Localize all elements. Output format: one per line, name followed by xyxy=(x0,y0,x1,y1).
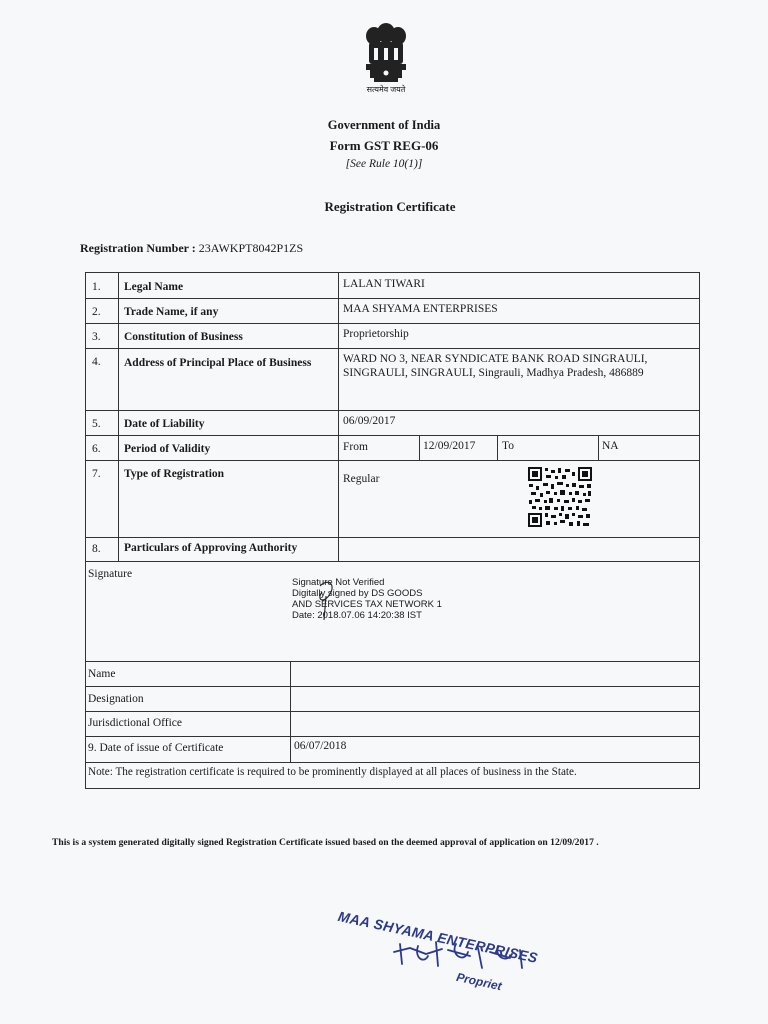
validity-to-label: To xyxy=(502,440,514,452)
trade-name-value: MAA SHYAMA ENTERPRISES xyxy=(343,303,498,315)
designation-label: Designation xyxy=(88,693,144,705)
row-number: 1. xyxy=(92,281,101,293)
liability-date-label: Date of Liability xyxy=(124,418,205,430)
business-stamp xyxy=(330,904,560,1014)
stamp-proprietor-title: Propriet xyxy=(455,970,504,994)
signature-signer-cont: AND SERVICES TAX NETWORK 1 xyxy=(292,599,442,610)
system-generated-footer: This is a system generated digitally signed Registration Certificate issued based on the deemed approval of application on 12/09/2017 . xyxy=(52,837,599,848)
government-heading: Government of India xyxy=(327,118,441,132)
signature-status: Signature Not Verified xyxy=(292,577,385,588)
row-number: 5. xyxy=(92,418,101,430)
liability-date-value: 06/09/2017 xyxy=(343,415,396,427)
registration-number-label: Registration Number : xyxy=(80,241,199,255)
registration-number xyxy=(80,241,303,256)
registration-number-value: 23AWKPT8042P1ZS xyxy=(198,241,304,255)
row-number: 8. xyxy=(92,543,101,555)
validity-label: Period of Validity xyxy=(124,443,211,455)
address-label: Address of Principal Place of Business xyxy=(124,357,312,369)
row-number: 3. xyxy=(92,331,101,343)
emblem-motto: सत्यमेव जयते xyxy=(366,85,406,94)
constitution-value: Proprietorship xyxy=(343,328,409,340)
signature-signer: Digitally signed by DS GOODS xyxy=(292,588,423,599)
constitution-label: Constitution of Business xyxy=(124,331,243,343)
form-heading: Form GST REG-06 xyxy=(329,138,439,153)
validity-from-value: 12/09/2017 xyxy=(423,440,476,452)
validity-to-value: NA xyxy=(602,440,619,452)
approving-authority-label: Particulars of Approving Authority xyxy=(124,542,298,554)
issue-date-value: 06/07/2018 xyxy=(294,740,347,752)
registration-type-label: Type of Registration xyxy=(124,468,225,480)
address-value: WARD NO 3, NEAR SYNDICATE BANK ROAD SINGRAULI, SINGRAULI, SINGRAULI, Singrauli, Madhya Pradesh, 486889 xyxy=(343,353,648,379)
signature-date: Date: 2018.07.06 14:20:38 IST xyxy=(292,610,422,621)
legal-name-value: LALAN TIWARI xyxy=(343,278,425,290)
certificate-title: Registration Certificate xyxy=(324,199,456,214)
signature-label: Signature xyxy=(88,568,133,580)
jurisdictional-office-label: Jurisdictional Office xyxy=(88,717,182,729)
row-number: 2. xyxy=(92,306,101,318)
issue-date-label: 9. Date of issue of Certificate xyxy=(88,742,224,754)
row-number: 4. xyxy=(92,356,101,368)
row-number: 7. xyxy=(92,468,101,480)
validity-from-label: From xyxy=(343,441,368,453)
registration-type-value: Regular xyxy=(343,473,380,485)
rule-reference: [See Rule 10(1)] xyxy=(345,158,423,170)
qr-code-icon xyxy=(527,466,593,528)
legal-name-label: Legal Name xyxy=(124,281,184,293)
signature-scribble-icon xyxy=(300,574,350,626)
stamp-business-name: MAA SHYAMA ENTERPRISES xyxy=(336,908,540,966)
handwritten-signature-icon xyxy=(390,934,540,974)
row-number: 6. xyxy=(92,443,101,455)
display-note: Note: The registration certificate is required to be prominently displayed at all places of business in the State. xyxy=(88,766,577,778)
trade-name-label: Trade Name, if any xyxy=(124,306,219,318)
officer-name-label: Name xyxy=(88,668,116,680)
